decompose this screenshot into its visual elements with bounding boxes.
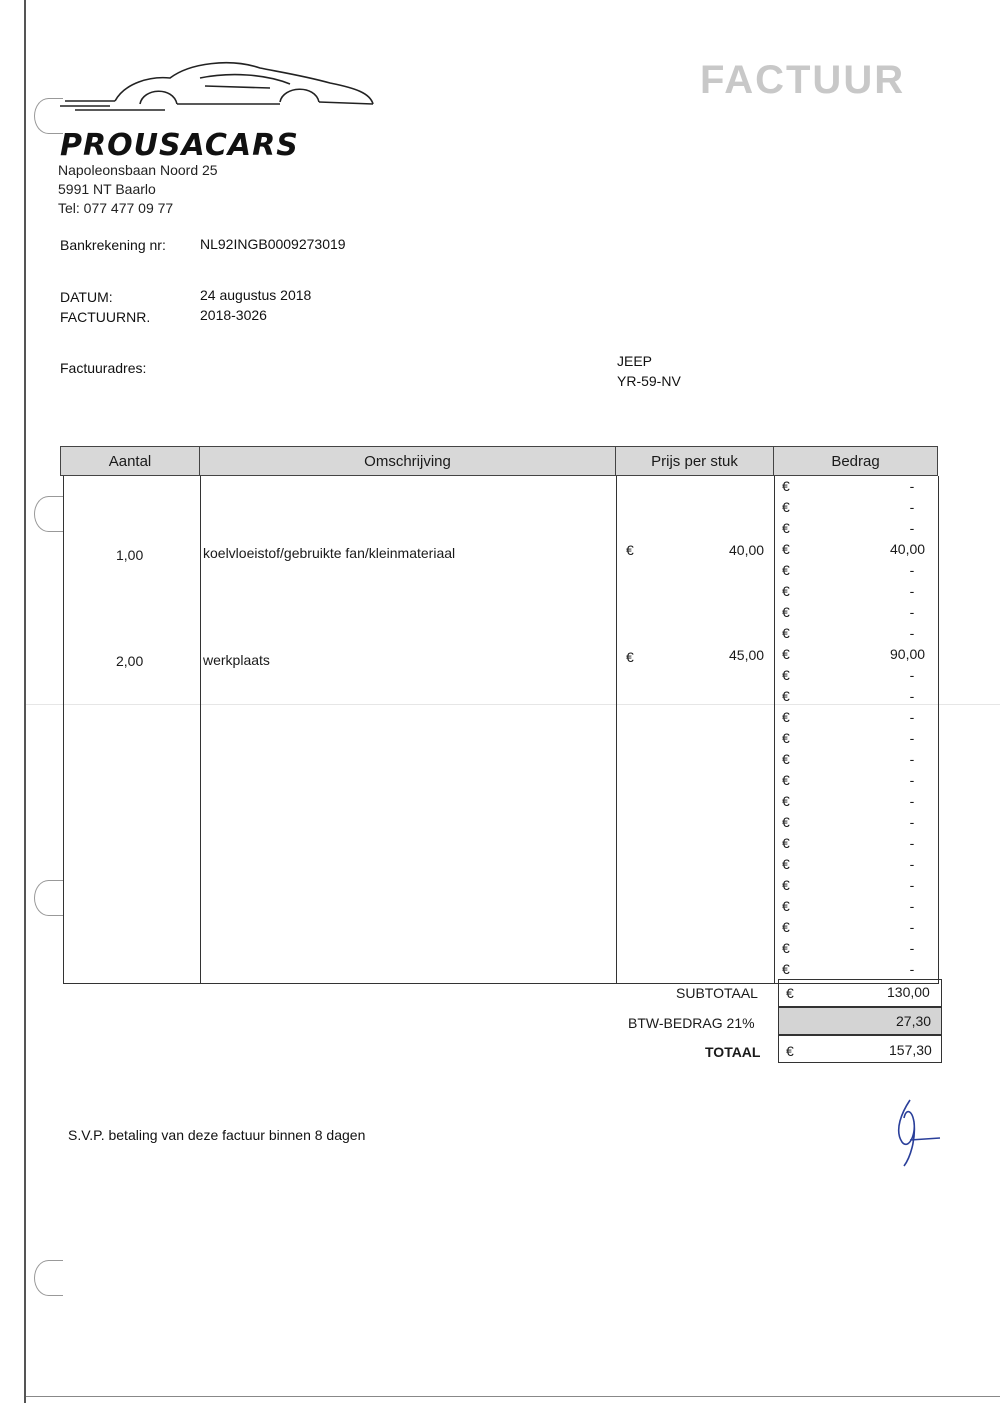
punch-hole xyxy=(34,880,63,916)
amount-currency: € xyxy=(782,751,790,767)
amount-empty: - xyxy=(909,919,915,935)
row-1-price: 40,00 xyxy=(729,542,765,558)
amount-currency: € xyxy=(782,499,790,515)
amount-empty: - xyxy=(909,604,915,620)
amount-empty: - xyxy=(909,520,915,536)
amount-currency: € xyxy=(782,919,790,935)
billing-address-label: Factuuradres: xyxy=(60,360,147,376)
amount-empty: - xyxy=(909,478,915,494)
amount-empty: - xyxy=(909,730,915,746)
total-label: TOTAAL xyxy=(705,1044,761,1060)
document-title: FACTUUR xyxy=(700,58,906,102)
amount-currency: € xyxy=(782,856,790,872)
company-phone: Tel: 077 477 09 77 xyxy=(58,200,174,216)
amount-empty: - xyxy=(909,814,915,830)
amount-currency: € xyxy=(782,541,790,557)
total-value: 157,30 xyxy=(889,1042,932,1058)
amount-currency: € xyxy=(782,688,790,704)
amount-currency: € xyxy=(782,730,790,746)
amount-empty: - xyxy=(909,667,915,683)
amount-empty: - xyxy=(909,856,915,872)
amount-currency: € xyxy=(782,667,790,683)
column-divider xyxy=(616,476,617,984)
amount-empty: - xyxy=(909,751,915,767)
billing-address-line1: JEEP xyxy=(617,353,653,369)
subtotal-label: SUBTOTAAL xyxy=(676,985,758,1001)
column-divider xyxy=(774,476,775,984)
row-2-description: werkplaats xyxy=(203,652,270,668)
bank-label: Bankrekening nr: xyxy=(60,237,166,253)
amount-currency: € xyxy=(782,793,790,809)
amount-empty: - xyxy=(909,583,915,599)
payment-terms-note: S.V.P. betaling van deze factuur binnen 8 dagen xyxy=(68,1127,366,1143)
amount-empty: - xyxy=(909,793,915,809)
vat-value: 27,30 xyxy=(896,1013,932,1029)
company-address-city: 5991 NT Baarlo xyxy=(58,181,156,197)
amount-currency: € xyxy=(782,625,790,641)
amount-empty: - xyxy=(909,940,915,956)
amount-currency: € xyxy=(782,478,790,494)
punch-hole xyxy=(34,496,63,532)
row-2-amount: 90,00 xyxy=(890,646,926,662)
punch-hole xyxy=(34,1260,63,1296)
total-currency: € xyxy=(786,1043,794,1059)
amount-empty: - xyxy=(909,499,915,515)
row-2-price-currency: € xyxy=(626,649,634,665)
amount-currency: € xyxy=(782,709,790,725)
subtotal-currency: € xyxy=(786,985,794,1001)
amount-empty: - xyxy=(909,877,915,893)
amount-empty: - xyxy=(909,898,915,914)
row-1-amount: 40,00 xyxy=(890,541,926,557)
amount-currency: € xyxy=(782,772,790,788)
amount-empty: - xyxy=(909,709,915,725)
date-label: DATUM: xyxy=(60,289,113,305)
car-logo-icon xyxy=(55,58,385,130)
amount-currency: € xyxy=(782,604,790,620)
amount-empty: - xyxy=(909,625,915,641)
company-address-street: Napoleonsbaan Noord 25 xyxy=(58,162,218,178)
amount-currency: € xyxy=(782,520,790,536)
binder-margin-line xyxy=(24,0,26,1403)
amount-currency: € xyxy=(782,814,790,830)
column-divider xyxy=(200,476,201,984)
table-header xyxy=(60,446,936,476)
row-2-qty: 2,00 xyxy=(116,653,144,669)
amount-empty: - xyxy=(909,688,915,704)
header-aantal: Aantal xyxy=(60,446,200,476)
header-prijs: Prijs per stuk xyxy=(615,446,774,476)
amount-currency: € xyxy=(782,940,790,956)
header-omschrijving: Omschrijving xyxy=(199,446,616,476)
amount-empty: - xyxy=(909,772,915,788)
amount-currency: € xyxy=(782,961,790,977)
amount-empty: - xyxy=(909,961,915,977)
vat-label: BTW-BEDRAG 21% xyxy=(628,1015,755,1031)
subtotal-value: 130,00 xyxy=(887,984,930,1000)
billing-address-line2: YR-59-NV xyxy=(617,373,681,389)
amount-currency: € xyxy=(782,835,790,851)
amount-currency: € xyxy=(782,646,790,662)
row-2-price: 45,00 xyxy=(729,647,765,663)
amount-currency: € xyxy=(782,583,790,599)
amount-currency: € xyxy=(782,877,790,893)
signature-icon xyxy=(880,1092,950,1172)
company-logo-text: PROUSACARS xyxy=(60,128,299,163)
row-1-price-currency: € xyxy=(626,542,634,558)
amount-currency: € xyxy=(782,562,790,578)
items-table-body xyxy=(63,476,939,984)
row-1-qty: 1,00 xyxy=(116,547,144,563)
amount-empty: - xyxy=(909,562,915,578)
amount-currency: € xyxy=(782,898,790,914)
row-1-description: koelvloeistof/gebruikte fan/kleinmateriaal xyxy=(203,545,456,561)
invoice-number-label: FACTUURNR. xyxy=(60,309,151,325)
bottom-edge-line xyxy=(26,1396,1000,1397)
invoice-number-value: 2018-3026 xyxy=(200,307,267,323)
amount-empty: - xyxy=(909,835,915,851)
date-value: 24 augustus 2018 xyxy=(200,287,312,303)
header-bedrag: Bedrag xyxy=(773,446,938,476)
bank-account-number: NL92INGB0009273019 xyxy=(200,236,346,252)
